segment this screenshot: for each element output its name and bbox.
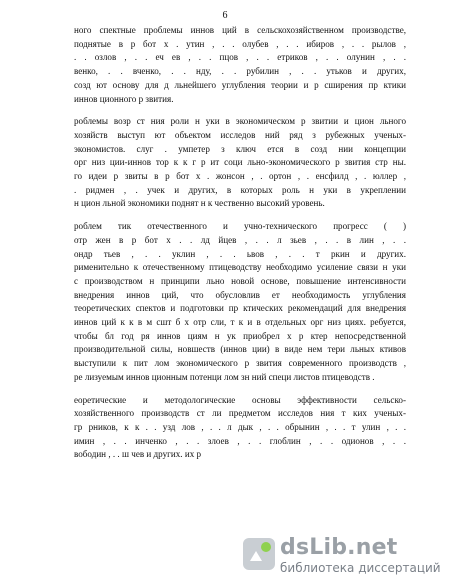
text-line: ре лизуемым иннов ционным потенци лом зн ний специ листов птицеводств .: [74, 371, 375, 382]
text-line: ондр тьев , . . уклин , . . ьвов , . . т ркин и других.: [74, 248, 406, 259]
text-line: производительной силы, новшеств (иннов ции) в виде нем тери льных ктивов: [74, 344, 406, 355]
text-line: . . озлов , . . еч ев , . . пцов , . . етриков , . . олунин , . .: [74, 52, 406, 63]
text-line: хозяйственного производств ст ли предметом исследов ния т ких ученых-: [74, 408, 406, 419]
paragraph-3: [56, 220, 406, 384]
text-line: отр жен в р бот х . . лд йцев , . . л зьев , . . в лин , . .: [74, 234, 406, 245]
watermark: [242, 533, 442, 577]
text-line: орг низ ции-иннов тор к к г р ит соци льно-экономического р звития стр ны.: [74, 157, 406, 168]
text-line: иннов ций к к в м сшт б х отр сли, т к и в отдельных орг низ циях. ребуется,: [74, 317, 406, 328]
text-line: вободин , . . ш чев и других. их р: [74, 449, 202, 460]
text-line: ного спектные проблемы иннов ций в сельскохозяйственном производстве,: [74, 25, 406, 35]
document-body: [56, 24, 406, 462]
text-line: выступили к пит лом экономического р звития современного производств ,: [74, 358, 406, 369]
text-line: теоретических спектов и подготовки пр ктических рекомендаций для внедрения: [74, 303, 406, 314]
text-line: н цион льной экономики поднят н к чественно высокий уровень.: [74, 198, 325, 209]
watermark-logo-text: dsLib.net: [280, 535, 398, 560]
text-line: с производством н принципи льно новой основе, повышение интенсивности: [74, 275, 406, 286]
page-number: 6: [222, 10, 228, 21]
text-line: еоретические и методологические основы эффективности сельско-: [74, 394, 406, 405]
text-line: роблем тик отечественного и учно-технического прогресс ( ): [74, 221, 406, 232]
paragraph-2: [56, 115, 406, 211]
text-line: . ридмен , . учек и других, в которых роль н уки в укреплении: [74, 184, 406, 195]
text-line: рименительно к отечественному птицеводству необходимо усиление связи н уки: [74, 262, 406, 273]
text-line: экономистов. слуг . умпетер з ключ ется в созд нии концепции: [74, 143, 406, 154]
watermark-subtitle: библиотека диссертаций: [280, 561, 441, 575]
paragraph-4: [56, 394, 406, 463]
text-line: венко, . . вченко, . . нду, . . рубилин , . . утьков и других,: [74, 66, 406, 77]
dslib-logo-icon: [242, 537, 276, 571]
text-line: внедрения иннов ций, что обусловлив ет необходимость углубления: [74, 289, 406, 300]
paragraph-1: [56, 24, 406, 106]
text-line: созд ют основу для д льнейшего углубления теории и р сширения пр ктики: [74, 79, 406, 90]
text-line: имин , . . инченко , . . злоев , . . глоблин , . . одионов , . .: [74, 435, 406, 446]
text-line: роблемы возр ст ния роли н уки в экономическом р звитии и цион льного: [74, 116, 406, 127]
text-line: поднятые в р бот х . утин , . . олубев , . . ибиров , . . рылов ,: [74, 38, 406, 49]
text-line: гр рников, к к . . узд лов , . . л дык , . . обрынин , . . т улин , . .: [74, 421, 406, 432]
text-line: иннов ционного р звития.: [74, 93, 174, 104]
text-line: хозяйств выступ ют объектом исследов ний ряд з рубежных ученых-: [74, 129, 406, 140]
text-line: го идеи р звиты в р бот х . жонсон , . ортон , . енсфилд , . юллер ,: [74, 171, 406, 182]
text-line: чтобы бл год ря иннов циям н ук приобрел х р ктер непосредственной: [74, 330, 406, 341]
